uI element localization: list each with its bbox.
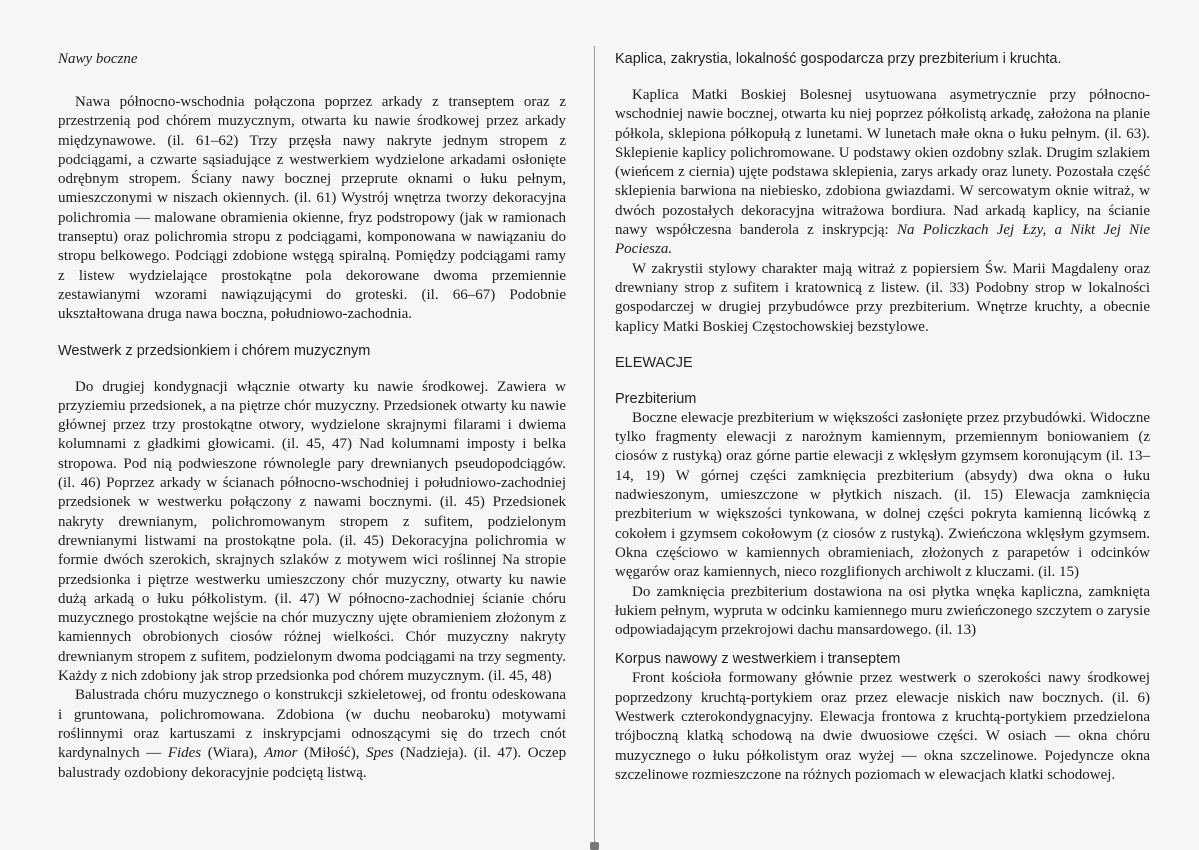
heading-korpus: Korpus nawowy z westwerkiem i transeptem [615, 651, 901, 668]
balustrada-text: Balustrada chóru muzycznego o konstrukcji szkieletowej, od frontu odeskowana i gruntowana, polichromowana. Zdobiona (w duchu neobaroku) motywami roślinnymi oraz kartuszami z inskrypcjami odnoszącymi się do trzech cnót kardynalnych — [58, 687, 566, 762]
paragraph-nawy-boczne: Nawa północno-wschodnia połączona poprzez arkady z transeptem oraz z przestrzenią pod chórem muzycznym, otwarta ku nawie środkowej przez arkady międzynawowe. (il. 61–62) Trzy przęsła nawy nakryte jednym stropem z podciągami, a czwarte sąsiadujące z westwerkiem wydzielone arkadami osłonięte odrębnym stropem. Ściany nawy bocznej przeprute oknami o łuku pełnym, umieszczonymi w niszach okiennych. (il. 61) Wystrój wnętrza tworzy dekoracyjna polichromia — malowane obramienia okienne, fryz podstropowy (jak w ramionach transeptu) oraz polichromia stropu z podciągami, komponowana w nawiązaniu do stropu belkowego. Podciągi zdobione wstęgą spiralną. Pomiędzy podciągami ramy z listew wydzielające prostokątne pola dekorowane dwoma przemiennie zestawianymi wzorami nawiązującymi do groteski. (il. 66–67) Podobnie ukształtowana druga nawa boczna, południowo-zachodnia. [58, 94, 566, 323]
heading-nawy-boczne: Nawy boczne [58, 51, 138, 67]
page-fold-divider [594, 46, 595, 850]
paragraph-zakrystia: W zakrystii stylowy charakter mają witraż z popiersiem Św. Marii Magdaleny oraz drewniany strop z sufitem i kratownicą z listew. (il. 33) Podobny strop w lokalności gospodarczej w drugiej przybudówce przy prezbiterium. Wnętrze kruchty, a obecnie kaplicy Matki Boskiej Częstochowskiej bezstylowe. [615, 260, 1150, 335]
paragraph-kaplica [615, 86, 1150, 260]
heading-kaplica: Kaplica, zakrystia, lokalność gospodarcza przy prezbiterium i kruchta. [615, 51, 1062, 67]
paragraph-prezbiterium: Boczne elewacje prezbiterium w większości zasłonięte przez przybudówki. Widoczne tylko fragmenty elewacji z narożnym kamiennym, przemiennym boniowaniem (z ciosów z rustyką) oraz górne partie elewacji z wklęsłym gzymsem koronującym (il. 13–14, 19) W górnej części zamknięcia prezbiterium (absydy) dwa okna o łuku nadwieszonym, umieszczone w płytkich niszach. (il. 15) Elewacja zamknięcia prezbiterium w większości tynkowana, w dolnej części pokryta kamienną licówką z cokołem i gzymsem cokołowym (z ciosów z rustyką). Zwieńczona wklęsłym gzymsem. Okna częściowo w kamiennych obramieniach, złożonych z parapetów i odcinków węgarów oraz kamiennych, nieco rozglifionych archiwolt z kluczami. (il. 15) [615, 409, 1150, 581]
virtue-spes: Spes [366, 745, 394, 762]
heading-prezbiterium: Prezbiterium [615, 390, 697, 407]
heading-westwerk: Westwerk z przedsionkiem i chórem muzycznym [58, 342, 371, 359]
paragraph-balustrada [58, 686, 566, 782]
virtue-fides: Fides [167, 745, 202, 762]
banderola-inscription: Na Policzkach Jej Łzy, a Nikt Jej Nie Pociesza. [615, 222, 1150, 258]
right-page [615, 50, 1150, 785]
virtue-amor-translation: (Miłość), [304, 745, 360, 762]
binding-mark [590, 842, 599, 850]
kaplica-text: Kaplica Matki Boskiej Bolesnej usytuowana asymetrycznie przy północno-wschodniej nawie bocznej, otwarta ku niej poprzez półkolistą arkadę, założona na planie półkola, sklepiona półkopułą z lunetami. W lunetach małe okna o łuku pełnym. (il. 63). Sklepienie kaplicy polichromowane. U podstawy okien ozdobny szlak. Drugim szlakiem (wieńcem z ciernia) ujęte podstawa sklepienia, zarys arkady oraz lunety. Pozostała część sklepienia barwiona na niebiesko, zdobiona gwiazdami. W sercowatym oknie witraż, w dwóch pozostałych dekoracyjna witrażowa bordiura. Nad arkadą kaplicy, na ścianie nawy współczesna banderola z inskrypcją: [615, 87, 1150, 239]
virtue-amor: Amor [264, 745, 298, 762]
paragraph-wneka: Do zamknięcia prezbiterium dostawiona na osi płytka wnęka kapliczna, zamknięta łukiem pełnym, wypruta w odcinku kamiennego muru zwieńczonego szczytem o zarysie odpowiadającym przekrojowi dachu mansardowego. (il. 13) [615, 583, 1150, 639]
paragraph-westwerk: Do drugiej kondygnacji włącznie otwarty ku nawie środkowej. Zawiera w przyziemiu przedsionek, a na piętrze chór muzyczny. Przedsionek otwarty ku nawie głównej przez trzy prostokątne otwory, wydzielone skrajnymi filarami i dwiema kolumnami z gładkimi głowicami. (il. 45, 47) Nad kolumnami imposty i belka stropowa. Pod nią podwieszone równolegle pary drewnianych pseudopodciągów. (il. 46) Poprzez arkady w ścianach północno-wschodniej i południowo-zachodniej przedsionek w westwerku połączony z nawami bocznymi. (il. 45) Przedsionek nakryty drewnianym, polichromowanym stropem z sufitem, podzielonym drewnianymi listwami na prostokątne pola. (il. 45) Dekoracyjna polichromia w formie dwóch szerokich, skrajnych szlaków z motywem wici roślinnej Na stropie przedsionka i piętrze westwerku umieszczony chór muzyczny, otwarty ku nawie dużą arkadą o łuku półkolistym. (il. 47) W północno-zachodniej ścianie chóru muzycznego prostokątne wejście na chór muzyczny ujęte obramieniem złożonym z kamiennych obrobionych ciosów różnej wielkości. Chór muzyczny nakryty drewnianym stropem z sufitem, podzielonym dwoma podciągami na trzy segmenty. Każdy z nich zdobiony jak strop przedsionka pod chórem muzycznym. (il. 45, 48) [58, 378, 566, 685]
virtue-fides-translation: (Wiara), [207, 745, 258, 762]
heading-elewacje: ELEWACJE [615, 354, 693, 371]
balustrada-text-end: (Nadzieja). (il. 47). Oczep balustrady ozdobiony dekoracyjnie podciętą listwą. [58, 745, 567, 781]
left-page [58, 50, 566, 783]
paragraph-korpus: Front kościoła formowany głównie przez westwerk o szerokości nawy środkowej poprzedzony kruchtą-portykiem oraz przez elewacje niskich naw bocznych. (il. 6) Westwerk czterokondygnacyjny. Elewacja frontowa z kruchtą-portykiem przedzielona trójboczną klatką schodową na dwie dwuosiowe części. W osiach — okna chóru muzycznego o łuku półkolistym oraz wyżej — okna szczelinowe. Pojedyncze okna szczelinowe rozmieszczone na różnych poziomach w elewacjach klatki schodowej. [615, 670, 1150, 783]
